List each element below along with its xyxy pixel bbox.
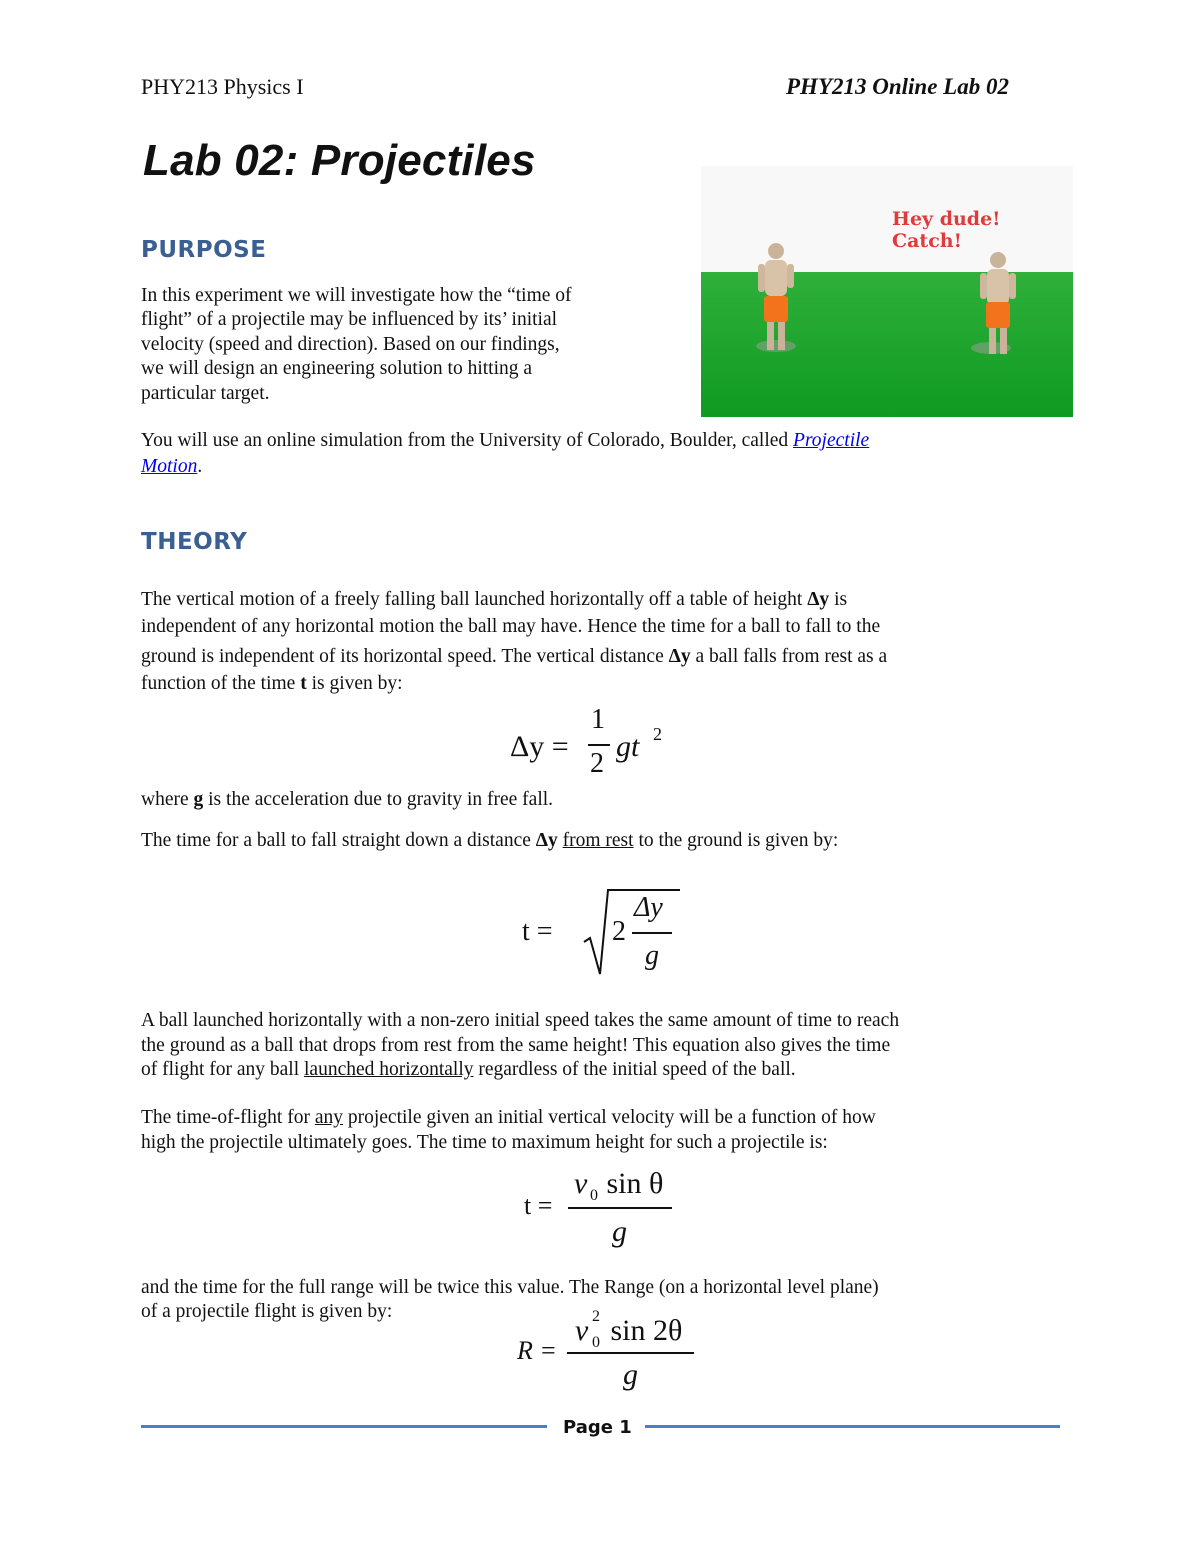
header-course: PHY213 Physics I (141, 74, 304, 99)
launched-horizontally-underlined: launched horizontally (304, 1059, 474, 1080)
purpose-line: we will design an engineering solution to hitting a (141, 358, 533, 379)
purpose-line: flight” of a projectile may be influenced by its’ initial (141, 309, 558, 330)
equation-denominator: g (623, 1358, 638, 1391)
equation-denominator: g (645, 940, 659, 971)
equation-denominator: 2 (590, 748, 604, 779)
sim-reference-line1 (141, 430, 869, 452)
theory-p3 (141, 830, 838, 852)
text: to the ground is given by: (633, 830, 839, 851)
fraction-bar (567, 1352, 694, 1354)
text: The time for a ball to fall straight down a distance (141, 830, 536, 851)
equation-fall-distance (510, 700, 680, 790)
catch-scene-image (701, 166, 1073, 417)
text: ground is independent of its horizontal speed. The vertical distance (141, 646, 669, 667)
text: The vertical motion of a freely falling ball launched horizontally off a table of height (141, 589, 808, 610)
equation-lhs: t = (524, 1191, 553, 1220)
equation-denominator: g (612, 1215, 627, 1248)
page-number: Page 1 (563, 1417, 632, 1438)
delta-y-symbol: Δy (668, 646, 691, 667)
page-title: Lab 02: Projectiles (143, 136, 536, 185)
sine-theta: sin θ (599, 1167, 664, 1200)
theory-p4-line3 (141, 1059, 796, 1081)
velocity-symbol: v (575, 1314, 589, 1347)
equation-fall-time (522, 880, 672, 980)
equation-coefficient: 2 (612, 916, 626, 947)
equation-numerator: 1 (591, 704, 605, 735)
equation-exponent: 2 (653, 724, 662, 744)
g-symbol: g (193, 789, 204, 810)
projectile-motion-link[interactable]: Projectile (793, 430, 870, 451)
text: The time-of-flight for (141, 1107, 315, 1128)
sim-reference-line2 (141, 456, 202, 478)
projectile-motion-link-cont[interactable]: Motion (141, 456, 198, 477)
any-underlined: any (314, 1107, 343, 1128)
theory-p1-line3 (141, 646, 887, 668)
text: regardless of the initial speed of the ball. (473, 1059, 796, 1080)
equation-lhs: Δy = (510, 730, 569, 763)
sine-two-theta: sin 2θ (603, 1314, 683, 1347)
theory-p2 (141, 789, 553, 811)
text: of flight for any ball (141, 1059, 304, 1080)
purpose-line: particular target. (141, 383, 270, 404)
speech-caption-line1: Hey dude! (892, 208, 1001, 230)
theory-p5-line1 (141, 1107, 876, 1129)
velocity-subscript: 0 (592, 1334, 600, 1351)
equation-rhs: gt (616, 730, 640, 763)
velocity-exponent: 2 (592, 1308, 600, 1325)
sim-reference-period: . (197, 456, 203, 477)
delta-y-symbol: Δy (807, 589, 830, 610)
fraction-bar (588, 744, 610, 746)
sky (701, 166, 1073, 274)
equation-lhs: R = (517, 1336, 557, 1365)
text: is given by: (306, 673, 403, 694)
fraction-bar (568, 1207, 672, 1209)
purpose-line: In this experiment we will investigate how the “time of (141, 285, 572, 306)
text: is the acceleration due to gravity in free fall. (203, 789, 554, 810)
equation-time-to-max-height (524, 1165, 684, 1260)
equation-numerator: Δy (634, 892, 663, 923)
theory-p4-line1: A ball launched horizontally with a non-zero initial speed takes the same amount of time to reach (141, 1010, 900, 1031)
sim-reference-text: You will use an online simulation from the University of Colorado, Boulder, called (141, 430, 794, 451)
square-root-sign (582, 886, 682, 976)
footer-rule-right (645, 1425, 1060, 1428)
theory-p6-line2: of a projectile flight is given by: (141, 1301, 393, 1322)
fraction-bar (632, 932, 672, 934)
text: where (141, 789, 194, 810)
speech-caption (892, 208, 1001, 252)
theory-p1-line4 (141, 673, 403, 695)
text: is (829, 589, 848, 610)
header-lab-id: PHY213 Online Lab 02 (786, 74, 1009, 99)
delta-y-symbol: Δy (535, 830, 558, 851)
theory-p1-line2: independent of any horizontal motion the ball may have. Hence the time for a ball to fall to the (141, 616, 881, 637)
theory-p6-line1: and the time for the full range will be twice this value. The Range (on a horizontal level plane) (141, 1277, 879, 1298)
text: function of the time (141, 673, 301, 694)
theory-p4-line2: the ground as a ball that drops from rest from the same height! This equation also gives the time (141, 1035, 891, 1056)
velocity-subscript: 0 (590, 1187, 598, 1204)
text: projectile given an initial vertical velocity will be a function of how (342, 1107, 876, 1128)
equation-lhs: t = (522, 916, 553, 947)
purpose-heading: PURPOSE (141, 237, 267, 263)
theory-p5-line2: high the projectile ultimately goes. The time to maximum height for such a projectile is: (141, 1132, 828, 1153)
t-symbol: t (300, 673, 307, 694)
purpose-line: velocity (speed and direction). Based on our findings, (141, 334, 560, 355)
simulation-illustration (701, 166, 1073, 417)
text: a ball falls from rest as a (690, 646, 888, 667)
footer-rule-left (141, 1425, 547, 1428)
theory-heading: THEORY (141, 529, 248, 555)
from-rest-underlined: from rest (562, 830, 634, 851)
velocity-symbol: v (574, 1167, 588, 1200)
equation-range (517, 1306, 702, 1401)
theory-p1-line1 (141, 589, 847, 611)
speech-caption-line2: Catch! (892, 230, 962, 252)
